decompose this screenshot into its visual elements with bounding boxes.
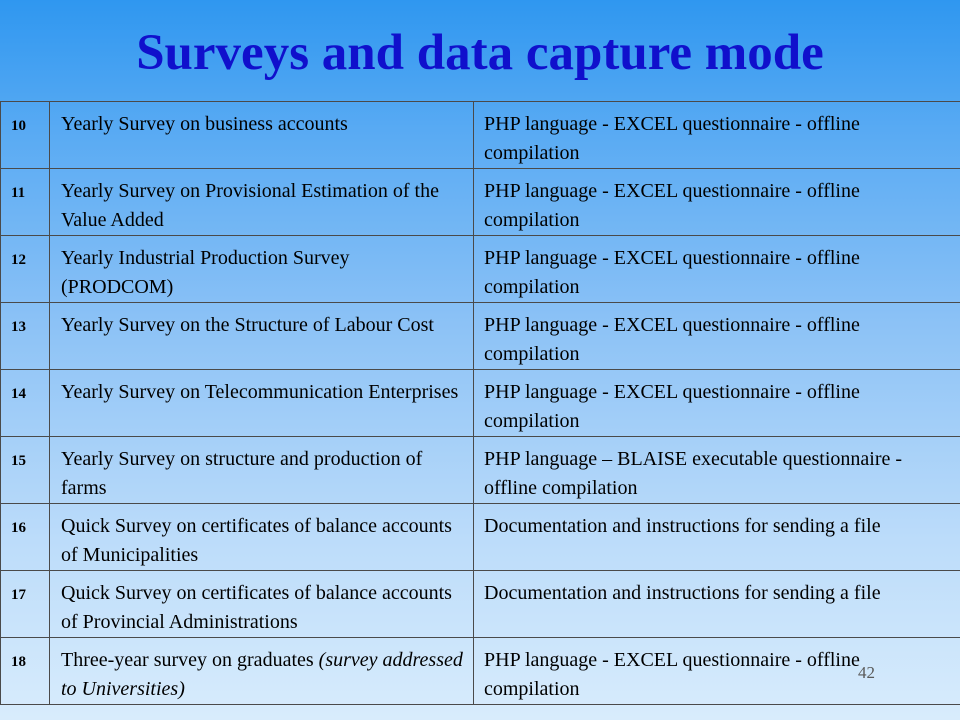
survey-name-text: Yearly Industrial Production Survey (PRODCOM) — [61, 247, 350, 298]
table-row — [1, 504, 960, 571]
survey-number: 17 — [1, 571, 50, 638]
survey-name-text: Yearly Survey on the Structure of Labour Cost — [61, 314, 434, 336]
capture-mode: PHP language – BLAISE executable questionnaire - offline compilation — [474, 437, 960, 504]
survey-name — [50, 638, 474, 705]
table-row — [1, 169, 960, 236]
survey-name — [50, 303, 474, 370]
survey-number: 16 — [1, 504, 50, 571]
survey-name-text: Three-year survey on graduates — [61, 649, 319, 671]
table-row — [1, 437, 960, 504]
survey-name-text: Yearly Survey on business accounts — [61, 113, 348, 135]
survey-number: 15 — [1, 437, 50, 504]
survey-name — [50, 102, 474, 169]
table-row — [1, 102, 960, 169]
survey-number: 12 — [1, 236, 50, 303]
survey-number: 13 — [1, 303, 50, 370]
survey-name — [50, 236, 474, 303]
capture-mode: PHP language - EXCEL questionnaire - offline compilation — [474, 638, 960, 705]
capture-mode: Documentation and instructions for sending a file — [474, 504, 960, 571]
slide-number: 42 — [858, 663, 875, 682]
survey-name-text: Yearly Survey on structure and production of farms — [61, 448, 423, 499]
survey-number: 11 — [1, 169, 50, 236]
survey-number: 18 — [1, 638, 50, 705]
capture-mode: PHP language - EXCEL questionnaire - offline compilation — [474, 169, 960, 236]
table-row — [1, 370, 960, 437]
capture-mode: PHP language - EXCEL questionnaire - offline compilation — [474, 303, 960, 370]
survey-name — [50, 370, 474, 437]
slide-title: Surveys and data capture mode — [136, 25, 824, 81]
capture-mode: PHP language - EXCEL questionnaire - offline compilation — [474, 102, 960, 169]
survey-name-text: Yearly Survey on Telecommunication Enterprises — [61, 381, 459, 403]
capture-mode: PHP language - EXCEL questionnaire - offline compilation — [474, 236, 960, 303]
survey-name — [50, 169, 474, 236]
survey-name-text: Quick Survey on certificates of balance accounts of Municipalities — [61, 515, 452, 566]
survey-number: 10 — [1, 102, 50, 169]
survey-name-text: Yearly Survey on Provisional Estimation of the Value Added — [61, 180, 439, 231]
surveys-table-body — [1, 102, 960, 705]
table-row — [1, 571, 960, 638]
table-row — [1, 638, 960, 705]
survey-name — [50, 571, 474, 638]
capture-mode: PHP language - EXCEL questionnaire - offline compilation — [474, 370, 960, 437]
survey-number: 14 — [1, 370, 50, 437]
survey-name-text: Quick Survey on certificates of balance accounts of Provincial Administrations — [61, 582, 452, 633]
table-row — [1, 236, 960, 303]
table-row — [1, 303, 960, 370]
capture-mode: Documentation and instructions for sending a file — [474, 571, 960, 638]
survey-name-note: (survey addressed to Universities) — [61, 649, 463, 700]
survey-name — [50, 437, 474, 504]
surveys-table — [0, 101, 960, 705]
survey-name — [50, 504, 474, 571]
